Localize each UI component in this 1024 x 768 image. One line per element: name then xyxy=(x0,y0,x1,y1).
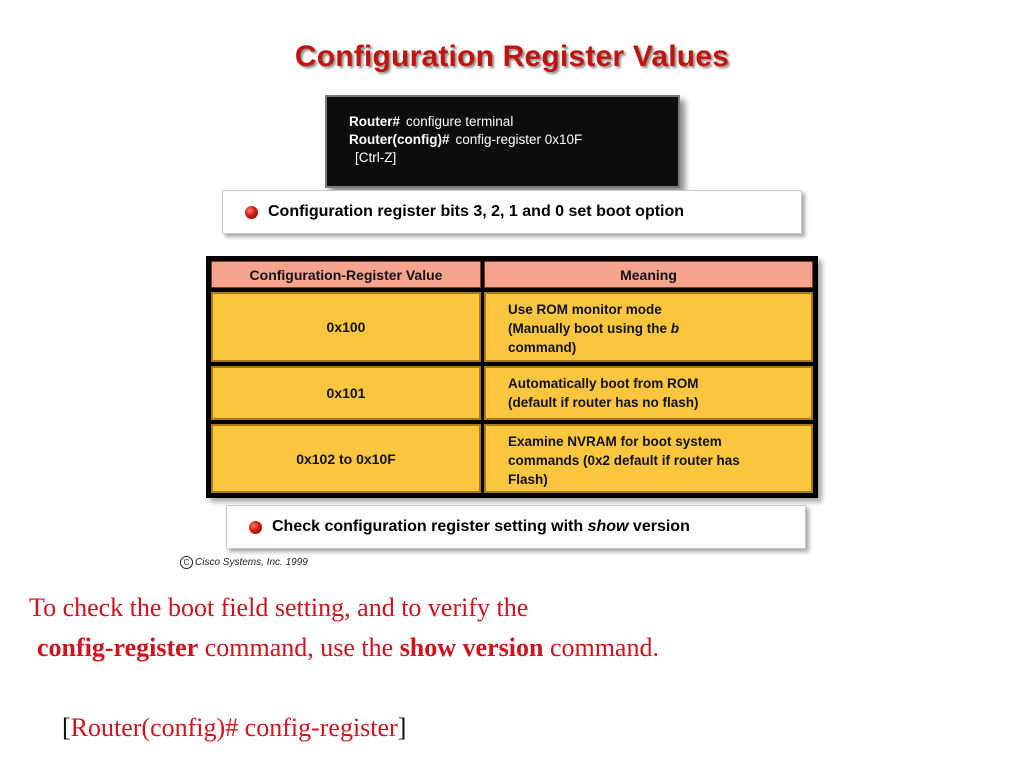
meaning-line: Examine NVRAM for boot system xyxy=(508,434,722,449)
terminal-line-1 xyxy=(349,113,678,131)
terminal-command: config-register 0x10F xyxy=(455,132,583,147)
table-cell-value: 0x101 xyxy=(211,366,481,420)
note-bold: config-register xyxy=(37,633,199,662)
note-text: command, use the xyxy=(198,633,400,662)
meaning-line: (default if router has no flash) xyxy=(508,395,699,410)
table-cell-value: 0x100 xyxy=(211,292,481,362)
red-bullet-icon xyxy=(249,521,262,534)
terminal-command: configure terminal xyxy=(406,114,514,129)
banner-text-part: Check configuration register setting with xyxy=(272,518,588,535)
red-bullet-icon xyxy=(245,206,258,219)
table-cell-meaning xyxy=(484,292,813,362)
meaning-text: (Manually boot using the xyxy=(508,321,671,336)
note-command: Router(config)# config-register xyxy=(70,713,398,742)
terminal-box xyxy=(325,95,680,188)
terminal-line-3 xyxy=(349,149,678,167)
meaning-line: Automatically boot from ROM xyxy=(508,376,699,391)
meaning-line: command) xyxy=(508,340,577,355)
table-cell-meaning xyxy=(484,424,813,493)
note-line-3 xyxy=(62,713,406,743)
meaning-italic: b xyxy=(670,321,679,336)
table-header-meaning: Meaning xyxy=(484,261,813,288)
table-cell-meaning xyxy=(484,366,813,420)
note-text: command. xyxy=(543,633,659,662)
bracket: [ xyxy=(62,713,71,742)
terminal-prompt: Router# xyxy=(349,114,401,129)
note-line-2 xyxy=(37,633,659,663)
meaning-line: Use ROM monitor mode xyxy=(508,302,662,317)
note-bold: show version xyxy=(399,633,544,662)
terminal-line-2 xyxy=(349,131,678,149)
copyright-notice xyxy=(180,556,308,569)
meaning-line: commands (0x2 default if router has xyxy=(508,453,740,468)
note-line-1: To check the boot field setting, and to verify the xyxy=(29,593,529,622)
copyright-icon: C xyxy=(180,556,193,569)
table-header-value: Configuration-Register Value xyxy=(211,261,481,288)
banner-text xyxy=(272,518,690,536)
banner-text-emphasis: show xyxy=(587,518,629,535)
terminal-prompt: Router(config)# xyxy=(349,132,450,147)
meaning-line: Flash) xyxy=(508,472,548,487)
copyright-text: Cisco Systems, Inc. 1999 xyxy=(195,557,308,568)
banner-text: Configuration register bits 3, 2, 1 and 0 set boot option xyxy=(268,203,685,220)
bracket: ] xyxy=(397,713,407,742)
config-register-table xyxy=(206,256,818,498)
banner-text-part: version xyxy=(628,518,690,535)
meaning-line xyxy=(508,319,811,338)
slide-title: Configuration Register Values xyxy=(294,40,730,73)
boot-option-banner xyxy=(222,190,802,234)
table-cell-value: 0x102 to 0x10F xyxy=(211,424,481,493)
terminal-ctrl-z: [Ctrl-Z] xyxy=(355,150,397,165)
show-version-banner xyxy=(226,505,806,549)
